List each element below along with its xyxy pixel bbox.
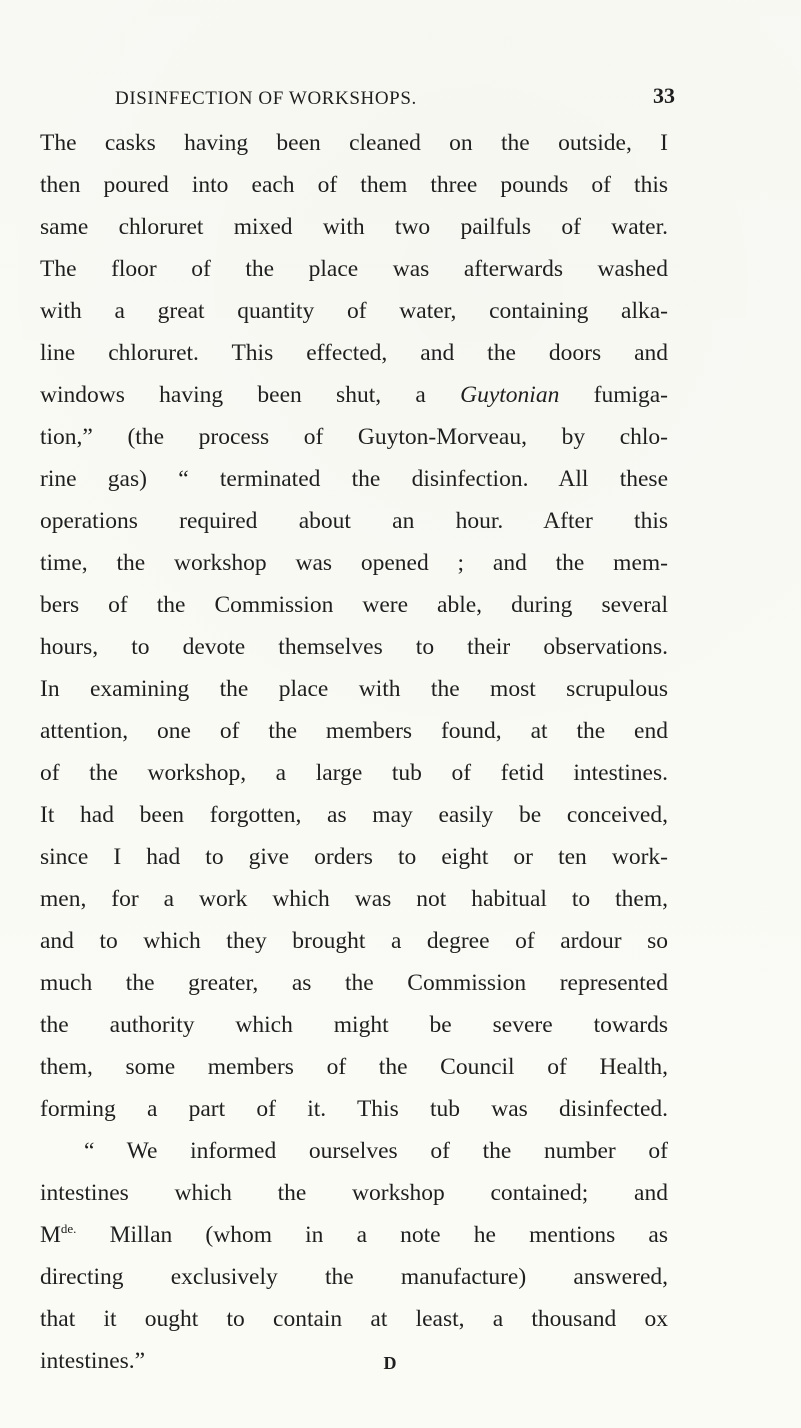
signature-mark: D (383, 1353, 397, 1373)
text-line: that it ought to contain at least, a thousand ox (40, 1306, 668, 1332)
text-line: and to which they brought a degree of ardour so (40, 928, 668, 954)
text-line: them, some members of the Council of Health, (40, 1054, 668, 1080)
text-line: “ We informed ourselves of the number of (84, 1138, 668, 1164)
text-line: tion,” (the process of Guyton-Morveau, by chlo- (40, 424, 668, 450)
superscript: de. (60, 1221, 77, 1237)
text-line: bers of the Commission were able, during several (40, 592, 668, 618)
text-line: same chloruret mixed with two pailfuls of water. (40, 214, 668, 240)
text-line: then poured into each of them three pounds of this (40, 172, 668, 198)
text-segment: Millan (whom in a note he mentions as (76, 1222, 668, 1248)
text-line: rine gas) “ terminated the disinfection. All these (40, 466, 668, 492)
text-line: of the workshop, a large tub of fetid intestines. (40, 760, 668, 786)
text-line: with a great quantity of water, containing alka- (40, 298, 668, 324)
text-line (40, 374, 668, 416)
text-line: men, for a work which was not habitual to them, (40, 886, 668, 912)
text-line: time, the workshop was opened ; and the mem- (40, 550, 668, 576)
text-segment: windows having been shut, a (40, 382, 461, 408)
text-line: much the greater, as the Commission represented (40, 970, 668, 996)
text-line: hours, to devote themselves to their observations. (40, 634, 668, 660)
page-header (115, 85, 675, 115)
text-line: intestines which the workshop contained; and (40, 1180, 668, 1206)
text-line: the authority which might be severe towards (40, 1012, 668, 1038)
text-line: intestines.” (40, 1348, 146, 1374)
running-title: DISINFECTION OF WORKSHOPS. (115, 88, 417, 109)
text-segment: fumiga- (559, 382, 669, 408)
text-line: It had been forgotten, as may easily be conceived, (40, 802, 668, 828)
text-line: In examining the place with the most scrupulous (40, 676, 668, 702)
text-line: attention, one of the members found, at the end (40, 718, 668, 744)
page-number: 33 (653, 83, 675, 108)
text-line: The floor of the place was afterwards washed (40, 256, 668, 282)
text-line: line chloruret. This effected, and the doors and (40, 340, 668, 366)
text-line: forming a part of it. This tub was disinfected. (40, 1096, 668, 1122)
text-line: The casks having been cleaned on the outside, I (40, 130, 668, 156)
text-line: directing exclusively the manufacture) answered, (40, 1264, 668, 1290)
text-line (40, 1214, 668, 1256)
italic-term: Guytonian (460, 382, 560, 408)
text-segment: M (40, 1222, 61, 1248)
body-text (40, 122, 669, 1374)
text-line: since I had to give orders to eight or ten work- (40, 844, 668, 870)
text-line: operations required about an hour. After this (40, 508, 668, 534)
